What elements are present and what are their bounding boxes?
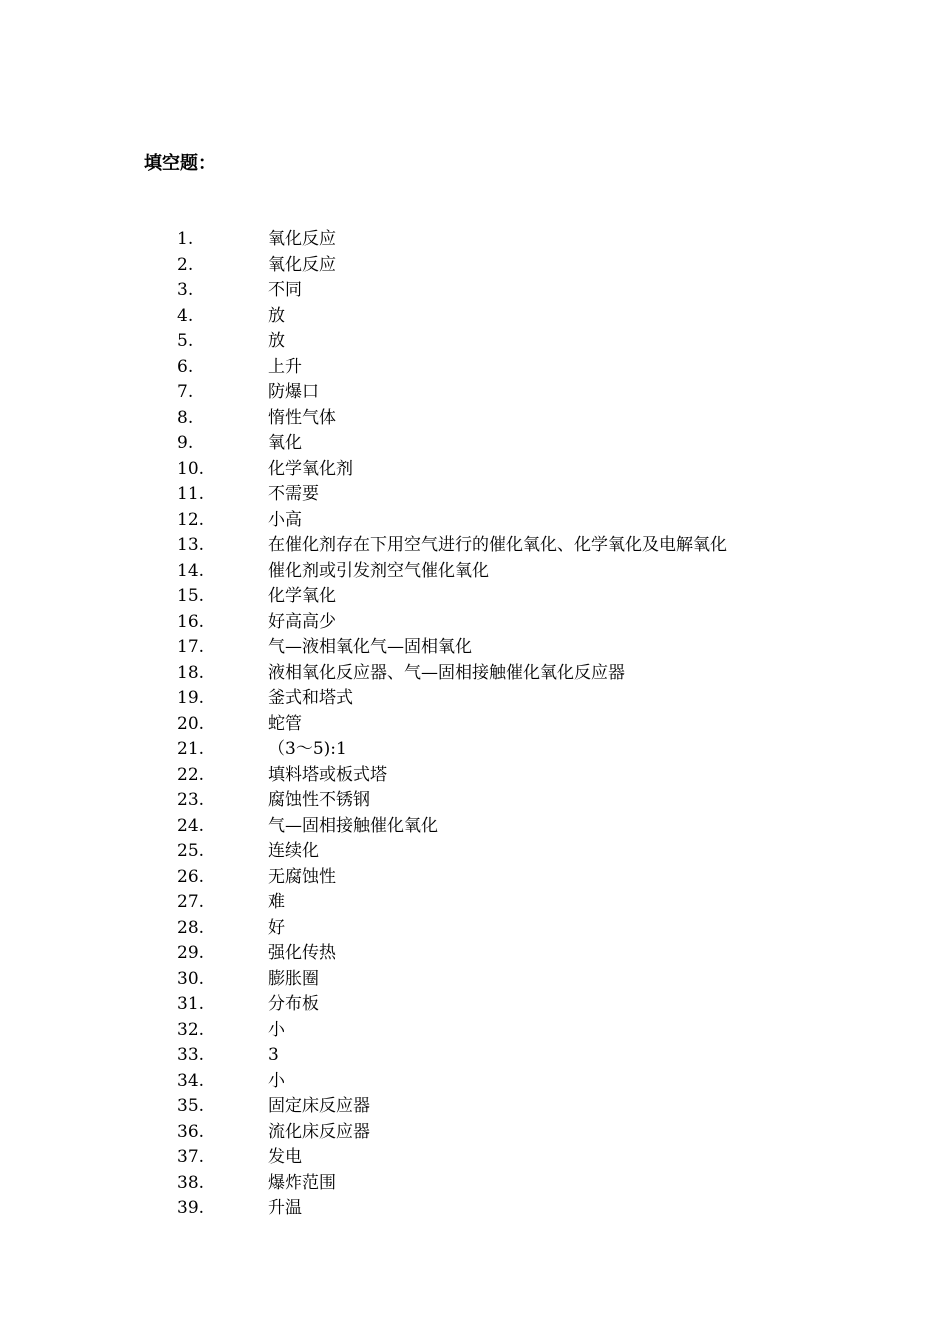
answer-number: 30. (177, 968, 205, 989)
list-item (0, 1094, 950, 1120)
answer-number: 20. (177, 713, 205, 734)
list-item (0, 508, 950, 534)
answer-text: 流化床反应器 (268, 1121, 370, 1142)
answer-number: 16. (177, 611, 205, 632)
list-item (0, 916, 950, 942)
answer-number: 39. (177, 1198, 205, 1218)
list-item (0, 610, 950, 636)
answer-number: 32. (177, 1019, 205, 1040)
answer-text: 蛇管 (268, 713, 302, 734)
answer-text: 升温 (268, 1198, 302, 1218)
answer-number: 27. (177, 892, 205, 912)
list-item (0, 788, 950, 814)
answer-text: 氧化反应 (268, 229, 336, 249)
answer-text: 放 (268, 331, 285, 351)
answer-text: 小 (268, 1019, 285, 1040)
list-item (0, 304, 950, 330)
list-item (0, 1069, 950, 1095)
list-item (0, 431, 950, 457)
list-item (0, 355, 950, 381)
list-item (0, 839, 950, 865)
list-item (0, 1018, 950, 1044)
answer-number: 7. (177, 382, 194, 402)
section-heading: 填空题： (144, 153, 216, 174)
answer-text: 小高 (268, 509, 302, 530)
answer-number: 23. (177, 790, 205, 810)
answer-text: 连续化 (268, 841, 319, 861)
answer-number: 9. (177, 433, 194, 453)
answer-number: 8. (177, 407, 194, 428)
list-item (0, 712, 950, 738)
answer-text: 不需要 (268, 484, 319, 504)
answer-text: 难 (268, 892, 285, 912)
list-item (0, 992, 950, 1018)
answer-text: 3 (268, 1045, 279, 1065)
answer-number: 12. (177, 509, 205, 530)
answer-text: 氧化反应 (268, 254, 336, 275)
answer-number: 3. (177, 280, 194, 300)
answer-text: 在催化剂存在下用空气进行的催化氧化、化学氧化及电解氧化 (268, 535, 727, 555)
answer-text: 无腐蚀性 (268, 866, 336, 887)
list-item (0, 227, 950, 253)
list-item (0, 1120, 950, 1146)
answer-text: 上升 (268, 356, 302, 377)
answer-text: 釜式和塔式 (268, 688, 353, 708)
list-item (0, 380, 950, 406)
list-item (0, 967, 950, 993)
answer-number: 25. (177, 841, 205, 861)
answer-number: 6. (177, 356, 194, 377)
answer-number: 18. (177, 662, 205, 683)
list-item (0, 941, 950, 967)
answer-number: 36. (177, 1121, 205, 1142)
list-item (0, 559, 950, 585)
answer-number: 24. (177, 815, 205, 836)
answer-text: 化学氧化 (268, 586, 336, 606)
answer-number: 34. (177, 1070, 205, 1091)
answer-text: 液相氧化反应器、气—固相接触催化氧化反应器 (268, 662, 625, 683)
answer-text: 填料塔或板式塔 (268, 764, 387, 785)
list-item (0, 763, 950, 789)
answer-number: 11. (177, 484, 205, 504)
answer-text: 气—液相氧化气—固相氧化 (268, 637, 472, 657)
list-item (0, 278, 950, 304)
answer-number: 37. (177, 1147, 205, 1167)
answer-text: 氧化 (268, 433, 302, 453)
answer-number: 22. (177, 764, 205, 785)
answer-text: 化学氧化剂 (268, 458, 353, 479)
answer-text: 小 (268, 1070, 285, 1091)
answer-text: 膨胀圈 (268, 968, 319, 989)
list-item (0, 406, 950, 432)
answer-number: 17. (177, 637, 205, 657)
list-item (0, 890, 950, 916)
answer-number: 10. (177, 458, 205, 479)
answer-number: 28. (177, 917, 205, 938)
list-item (0, 1196, 950, 1222)
answer-number: 31. (177, 994, 205, 1014)
list-item (0, 1043, 950, 1069)
list-item (0, 1171, 950, 1197)
answer-text: 发电 (268, 1147, 302, 1167)
list-item (0, 865, 950, 891)
answer-number: 5. (177, 331, 194, 351)
answer-text: 强化传热 (268, 943, 336, 963)
answer-number: 2. (177, 254, 194, 275)
list-item (0, 686, 950, 712)
list-item (0, 635, 950, 661)
answer-number: 4. (177, 305, 194, 326)
answer-text: 催化剂或引发剂空气催化氧化 (268, 560, 489, 581)
answer-number: 21. (177, 739, 205, 759)
answer-number: 33. (177, 1045, 205, 1065)
answer-text: 好 (268, 917, 285, 938)
answer-text: 防爆口 (268, 382, 319, 402)
list-item (0, 661, 950, 687)
answer-number: 38. (177, 1172, 205, 1193)
answer-number: 29. (177, 943, 205, 963)
answer-text: 放 (268, 305, 285, 326)
list-item (0, 584, 950, 610)
answer-text: （3～5):1 (268, 739, 347, 759)
answer-number: 13. (177, 535, 205, 555)
list-item (0, 814, 950, 840)
list-item (0, 1145, 950, 1171)
answer-text: 分布板 (268, 994, 319, 1014)
list-item (0, 457, 950, 483)
answer-list (0, 227, 950, 1222)
answer-number: 19. (177, 688, 205, 708)
answer-number: 15. (177, 586, 205, 606)
list-item (0, 737, 950, 763)
answer-number: 1. (177, 229, 194, 249)
list-item (0, 329, 950, 355)
list-item (0, 482, 950, 508)
answer-text: 惰性气体 (268, 407, 336, 428)
answer-number: 26. (177, 866, 205, 887)
answer-number: 14. (177, 560, 205, 581)
answer-text: 气—固相接触催化氧化 (268, 815, 438, 836)
answer-text: 爆炸范围 (268, 1172, 336, 1193)
list-item (0, 533, 950, 559)
answer-number: 35. (177, 1096, 205, 1116)
answer-text: 腐蚀性不锈钢 (268, 790, 370, 810)
answer-text: 固定床反应器 (268, 1096, 370, 1116)
answer-text: 不同 (268, 280, 302, 300)
answer-text: 好高高少 (268, 611, 336, 632)
list-item (0, 253, 950, 279)
